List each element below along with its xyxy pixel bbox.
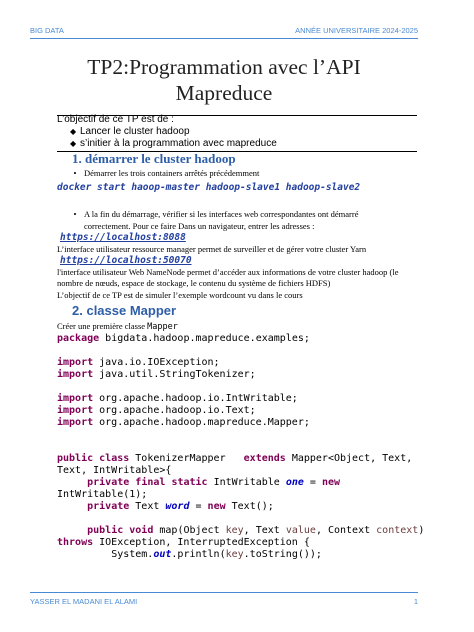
- page-footer: [30, 597, 418, 609]
- mapper-code-block: [57, 333, 424, 561]
- section-1-heading: [72, 151, 236, 167]
- title-line-1: TP2:Programmation avec l’API: [87, 55, 361, 79]
- section-2-intro: Créer une première classe Mapper: [57, 321, 178, 332]
- objective-item-1: ◆ Lancer le cluster hadoop: [70, 126, 190, 137]
- namenode-description-1: l'interface utilisateur Web NameNode permet d’accéder aux informations de votre cluster hadoop (le: [57, 267, 399, 277]
- page-header: [30, 26, 418, 38]
- section-1-bullet-1: • Démarrer les trois containers arrêtés précédemment: [66, 168, 259, 178]
- section-1-title: démarrer le cluster hadoop: [85, 151, 236, 166]
- code-line: import java.io.IOException;: [57, 357, 220, 368]
- code-line: System.out.println(key.toString());: [111, 549, 322, 560]
- namenode-description-2: nombre de nœuds, espace de stockage, le contenu du système de fichiers HDFS): [57, 278, 331, 288]
- bullet-icon: •: [73, 168, 77, 178]
- code-line: private Text word = new Text();: [87, 501, 274, 512]
- section-1-bullet-2-cont: correctement. Pour ce faire Dans un navigateur, entrer les adresses :: [84, 221, 315, 231]
- yarn-description: L’interface utilisateur ressource manager permet de surveiller et de gérer votre cluster Yarn: [57, 244, 367, 254]
- code-line: import org.apache.hadoop.io.Text;: [57, 405, 256, 416]
- footer-author: YASSER EL MADANI EL ALAMI: [30, 597, 138, 606]
- header-left: BIG DATA: [30, 26, 64, 35]
- code-line: import org.apache.hadoop.mapreduce.Mapper;: [57, 417, 310, 428]
- document-title: [30, 54, 418, 106]
- bullet-icon: •: [73, 209, 77, 219]
- section-1-number: 1.: [72, 151, 82, 166]
- objective-intro: L’objectif de ce TP est de :: [57, 114, 174, 125]
- code-line: public void map(Object key, Text value, Context context): [87, 525, 425, 536]
- section-2-heading: [72, 303, 176, 318]
- code-line: package bigdata.hadoop.mapreduce.examples;: [57, 333, 310, 344]
- wordcount-objective: L’objectif de ce TP est de simuler l’exemple wordcount vu dans le cours: [57, 290, 303, 300]
- footer-divider: [30, 592, 418, 593]
- namenode-link[interactable]: https://localhost:50070: [60, 255, 192, 266]
- code-line: private final static IntWritable one = new: [87, 477, 341, 488]
- code-line: import java.util.StringTokenizer;: [57, 369, 256, 380]
- header-divider: [30, 38, 418, 39]
- page-number: 1: [413, 597, 418, 606]
- resource-manager-link[interactable]: https://localhost:8088: [60, 232, 186, 243]
- code-line: throws IOException, InterruptedException {: [57, 537, 310, 548]
- section-2-title: classe Mapper: [86, 303, 177, 318]
- objective-item-2: ◆ s’initier à la programmation avec mapreduce: [70, 138, 277, 149]
- code-line: import org.apache.hadoop.io.IntWritable;: [57, 393, 298, 404]
- section-1-bullet-2: • A la fin du démarrage, vérifier si les interfaces web correspondantes ont démarré: [66, 209, 358, 219]
- diamond-bullet-icon: ◆: [70, 139, 77, 148]
- docker-command: docker start haoop-master hadoop-slave1 hadoop-slave2: [57, 182, 361, 193]
- code-line: public class TokenizerMapper extends Mapper<Object, Text,: [57, 453, 413, 464]
- section-2-number: 2.: [72, 303, 83, 318]
- title-line-2: Mapreduce: [175, 81, 273, 105]
- diamond-bullet-icon: ◆: [70, 127, 77, 136]
- code-line: Text, IntWritable>{: [57, 465, 172, 476]
- header-right: ANNÉE UNIVERSITAIRE 2024-2025: [295, 26, 418, 35]
- code-line: IntWritable(1);: [57, 489, 148, 500]
